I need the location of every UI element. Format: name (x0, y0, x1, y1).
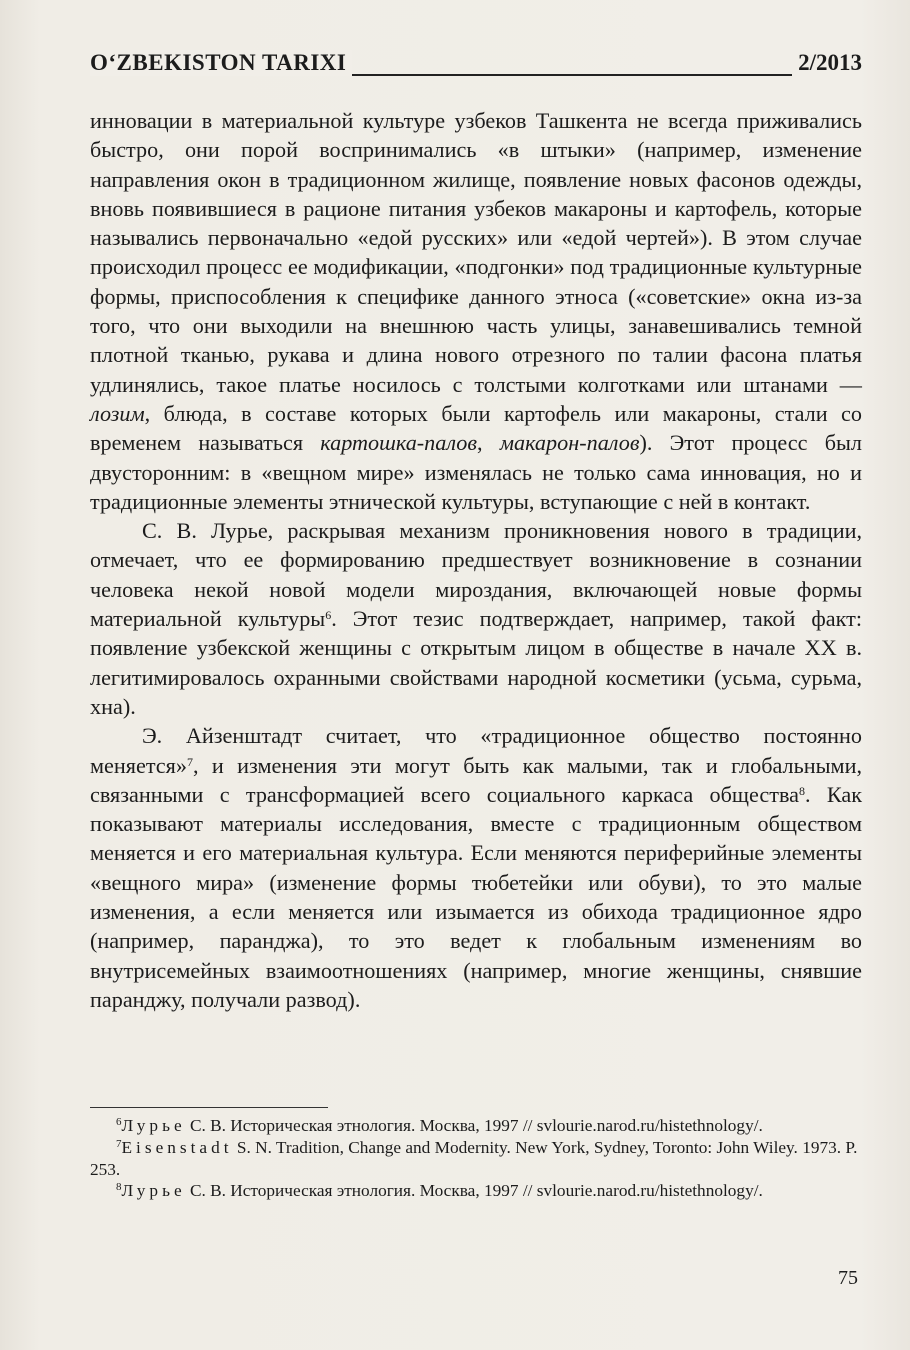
margin-scan-mark (2, 380, 12, 640)
footnote-8 (90, 1180, 862, 1202)
footnote-text: С. В. Историческая этнология. Москва, 1997 // svlourie.narod.ru/histethnology/. (185, 1181, 763, 1201)
text-run: . Этот тезис подтверждает, например, такой факт: появление узбекской женщины с открытым лицом в обществе в начале XX в. легитимировалось охранными свойствами народной косметики (усьма, сурьма, хна). (90, 606, 862, 719)
footnotes (90, 1115, 862, 1202)
footnote-number: 7 (116, 1137, 122, 1150)
text-run: , (477, 430, 500, 456)
footnote-6 (90, 1115, 862, 1137)
text-run: Э. Айзенштадт считает, что «традиционное общество постоянно меняется» (90, 723, 862, 778)
footnote-ref[interactable]: 6 (325, 608, 332, 623)
text-run: инновации в материальной культуре узбеков Ташкента не всегда приживались быстро, они порой воспринимались «в штыки» (например, изменение направления окон в традиционном жилище, появление новых фасонов одежды, вновь появившиеся в рационе питания узбеков макароны и картофель, которые назывались первоначально «едой русских» или «едой чертей»). В этом случае происходил процесс ее модификации, «подгонки» под традиционные культурные формы, приспособления к специфике данного этноса («советские» окна из-за того, что они выходили на внешнюю часть улицы, занавешивались темной плотной тканью, рукава и длина нового отрезного по талии фасона платья удлинялись, такое платье носилось с толстыми колготками или штанами — (90, 108, 862, 397)
italic-term: картошка-палов (320, 430, 478, 456)
body-text (90, 106, 862, 1014)
footnote-author: Лурье (121, 1181, 186, 1201)
footnote-text: S. N. Tradition, Change and Modernity. New York, Sydney, Toronto: John Wiley. 1973. P. 253. (90, 1137, 858, 1179)
page-number: 75 (838, 1267, 858, 1289)
paragraph-3 (90, 721, 862, 1014)
footnote-author: Eisenstadt (121, 1137, 233, 1157)
footnote-separator (90, 1107, 328, 1108)
text-run: , и изменения эти могут быть как малыми, так и глобальными, связанными с трансформацией всего социального каркаса общества (90, 752, 862, 807)
footnote-number: 6 (116, 1116, 122, 1128)
journal-title: O‘ZBEKISTON TARIXI (90, 50, 352, 76)
text-run: ). Этот процесс был двусторонним: в «вещном мире» изменялась не только сама инновация, но и традиционные элементы этнической культуры, вступающие с ней в контакт. (90, 430, 862, 514)
running-header (90, 44, 862, 80)
footnote-7 (90, 1137, 862, 1181)
footnote-text: С. В. Историческая этнология. Москва, 1997 // svlourie.narod.ru/histethnology/. (185, 1116, 763, 1135)
paragraph-2 (90, 516, 862, 721)
footnote-ref[interactable]: 8 (799, 783, 805, 798)
footnote-ref[interactable]: 7 (186, 754, 193, 769)
paragraph-1 (90, 106, 862, 516)
italic-term: макарон-палов (499, 430, 640, 456)
italic-term: лозим (90, 400, 145, 426)
text-run: С. В. Лурье, раскрывая механизм проникновения нового в традиции, отмечает, что ее формированию предшествует возникновение в сознании человека некой новой модели мироздания, включающей новые формы материальной культуры (90, 518, 862, 632)
footnote-number: 8 (116, 1181, 122, 1194)
issue-number: 2/2013 (792, 50, 862, 76)
text-run: . Как показывают материалы исследования, вместе с традиционным обществом меняется и его материальная культура. Если меняются периферийные элементы «вещного мира» (изменение формы тюбетейки или обуви), то это малые изменения, а если меняется или изымается из обихода традиционное ядро (например, паранджа), то это ведет к глобальным изменениям во внутрисемейных взаимоотношениях (например, многие женщины, снявшие паранджу, получали развод). (90, 781, 862, 1012)
footnote-author: Лурье (121, 1116, 186, 1135)
text-run: , блюда, в составе которых были картофель или макароны, стали со временем называться (90, 400, 862, 456)
